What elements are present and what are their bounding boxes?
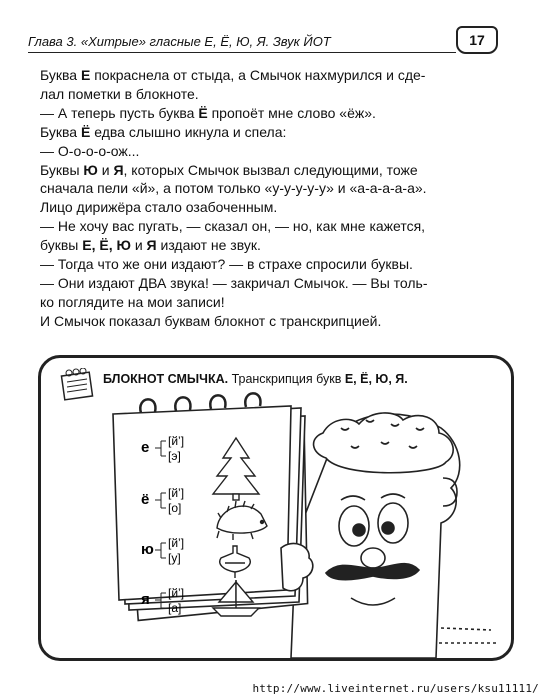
text-fragment: , которых Смычок вызвал следующими, тоже	[123, 161, 418, 178]
text-fragment: лал пометки в блокноте.	[40, 85, 199, 102]
transcription-letter: е	[141, 439, 150, 456]
text-line	[40, 198, 510, 217]
text-line	[40, 274, 510, 293]
notebook-illustration-box	[38, 355, 514, 661]
highlighted-letter: Я	[146, 237, 157, 254]
text-fragment: ко поглядите на мои записи!	[40, 293, 225, 310]
text-fragment: Буква	[40, 67, 81, 83]
notebook-drawing	[41, 358, 511, 658]
text-line	[40, 142, 510, 161]
text-fragment: пропоёт мне слово «ёж».	[207, 104, 376, 121]
highlighted-letter: Я	[113, 161, 124, 178]
text-fragment: Буква	[40, 123, 81, 140]
text-fragment: и	[97, 161, 114, 178]
text-fragment: издают не звук.	[156, 237, 261, 254]
character-face-icon	[291, 413, 496, 658]
text-line	[40, 104, 510, 123]
text-fragment: сначала пели «й», а потом только «у-у-у-у-у» и «а-а-а-а-а».	[40, 180, 427, 197]
header-divider	[28, 52, 456, 53]
transcription-jot: [й’]	[168, 586, 185, 600]
highlighted-letter: Ё	[80, 123, 91, 140]
box-title-bold: БЛОКНОТ СМЫЧКА.	[103, 372, 229, 386]
source-watermark: http://www.liveinternet.ru/users/ksu11111/	[252, 682, 539, 695]
text-line	[40, 66, 510, 85]
transcription-letter: ю	[141, 541, 154, 558]
transcription-vowel: [а]	[168, 601, 182, 615]
text-line	[40, 85, 510, 104]
transcription-vowel: [э]	[168, 449, 181, 463]
text-line	[40, 123, 510, 142]
transcription-letter: я	[141, 591, 150, 608]
text-fragment: буквы	[40, 237, 83, 254]
text-fragment: едва слышно икнула и спела:	[90, 123, 287, 140]
text-line	[40, 179, 510, 198]
transcription-jot: [й’]	[168, 434, 185, 448]
text-fragment: — Они издают ДВА звука! — закричал Смычок. — Вы толь-	[40, 274, 428, 291]
text-fragment: — О-о-о-о-ож...	[40, 142, 140, 159]
box-title-letters: Е, Ё, Ю, Я.	[344, 372, 408, 386]
text-line	[40, 293, 510, 312]
page-header	[28, 26, 498, 56]
text-fragment: — Не хочу вас пугать, — сказал он, — но, как мне кажется,	[40, 218, 426, 235]
story-text	[40, 66, 510, 331]
highlighted-letter: Ё	[198, 104, 208, 121]
transcription-jot: [й’]	[168, 486, 185, 500]
transcription-jot: [й’]	[168, 536, 185, 550]
transcription-vowel: [у]	[168, 551, 181, 565]
text-fragment: — Тогда что же они издают? — в страхе спросили буквы.	[40, 256, 413, 273]
text-fragment: и	[130, 237, 147, 254]
transcription-letter: ё	[141, 491, 150, 508]
chapter-title: Глава 3. «Хитрые» гласные Е, Ё, Ю, Я. Звук ЙОТ	[28, 34, 331, 49]
transcription-vowel: [о]	[168, 501, 182, 515]
text-fragment: — А теперь пусть буква	[40, 104, 199, 121]
text-line	[40, 161, 510, 180]
text-line	[40, 217, 510, 236]
page-number-badge: 17	[456, 26, 498, 54]
text-line	[40, 312, 510, 331]
text-fragment: Лицо дирижёра стало озабоченным.	[40, 199, 278, 216]
highlighted-letter: Е	[80, 67, 91, 83]
text-fragment: покраснела от стыда, а Смычок нахмурился и сде-	[90, 67, 426, 83]
text-fragment: Буквы	[40, 161, 84, 178]
highlighted-letter: Е, Ё, Ю	[82, 237, 131, 254]
box-title-text: Транскрипция букв	[228, 372, 345, 386]
highlighted-letter: Ю	[83, 161, 98, 178]
text-line	[40, 255, 510, 274]
text-line	[40, 236, 510, 255]
text-fragment: И Смычок показал буквам блокнот с транскрипцией.	[40, 312, 382, 329]
